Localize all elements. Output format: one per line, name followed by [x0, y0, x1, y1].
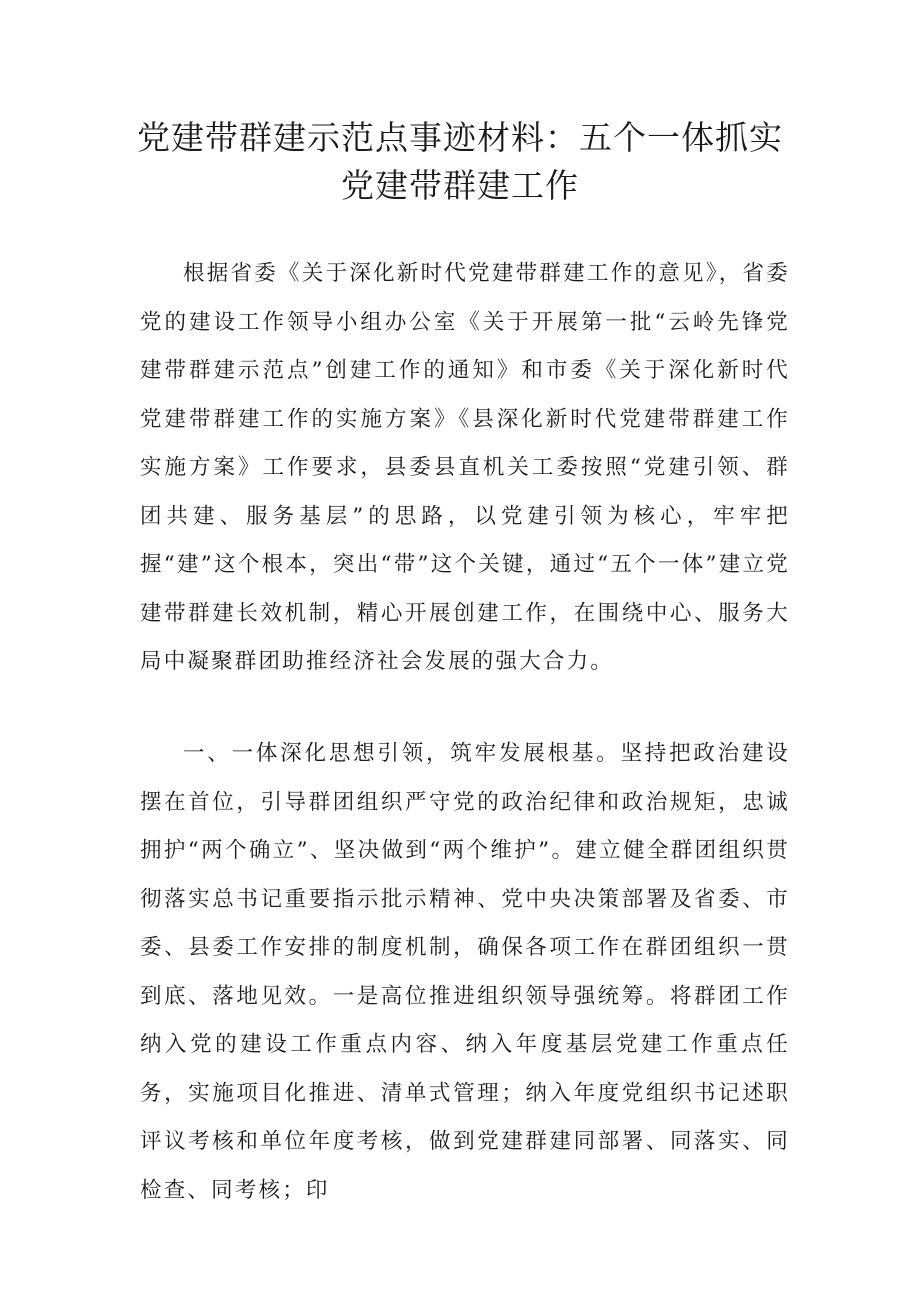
paragraph-section-one: 一、一体深化思想引领，筑牢发展根基。坚持把政治建设摆在首位，引导群团组织严守党的政治纪律和政治规矩，忠诚拥护“两个确立”、坚决做到“两个维护”。建立健全群团组织贯彻落实总书记重要指示批示精神、党中央决策部署及省委、市委、县委工作安排的制度机制，确保各项工作在群团组织一贯到底、落地见效。一是高位推进组织领导强统筹。将群团工作纳入党的建设工作重点内容、纳入年度基层党建工作重点任务，实施项目化推进、清单式管理；纳入年度党组织书记述职评议考核和单位年度考核，做到党建群建同部署、同落实、同检查、同考核；印 — [140, 741, 790, 1203]
document-title-line-1: 党建带群建示范点事迹材料：五个一体抓实 — [137, 118, 783, 157]
document-title-line-2: 党建带群建工作 — [341, 166, 579, 205]
paragraph-intro: 根据省委《关于深化新时代党建带群建工作的意见》，省委党的建设工作领导小组办公室《关于开展第一批“云岭先锋党建带群建示范点”创建工作的通知》和市委《关于深化新时代党建带群建工作的实施方案》《县深化新时代党建带群建工作实施方案》工作要求，县委县直机关工委按照“党建引领、群团共建、服务基层”的思路，以党建引领为核心，牢牢把握“建”这个根本，突出“带”这个关键，通过“五个一体”建立党建带群建长效机制，精心开展创建工作，在围绕中心、服务大局中凝聚群团助推经济社会发展的强大合力。 — [140, 261, 790, 674]
